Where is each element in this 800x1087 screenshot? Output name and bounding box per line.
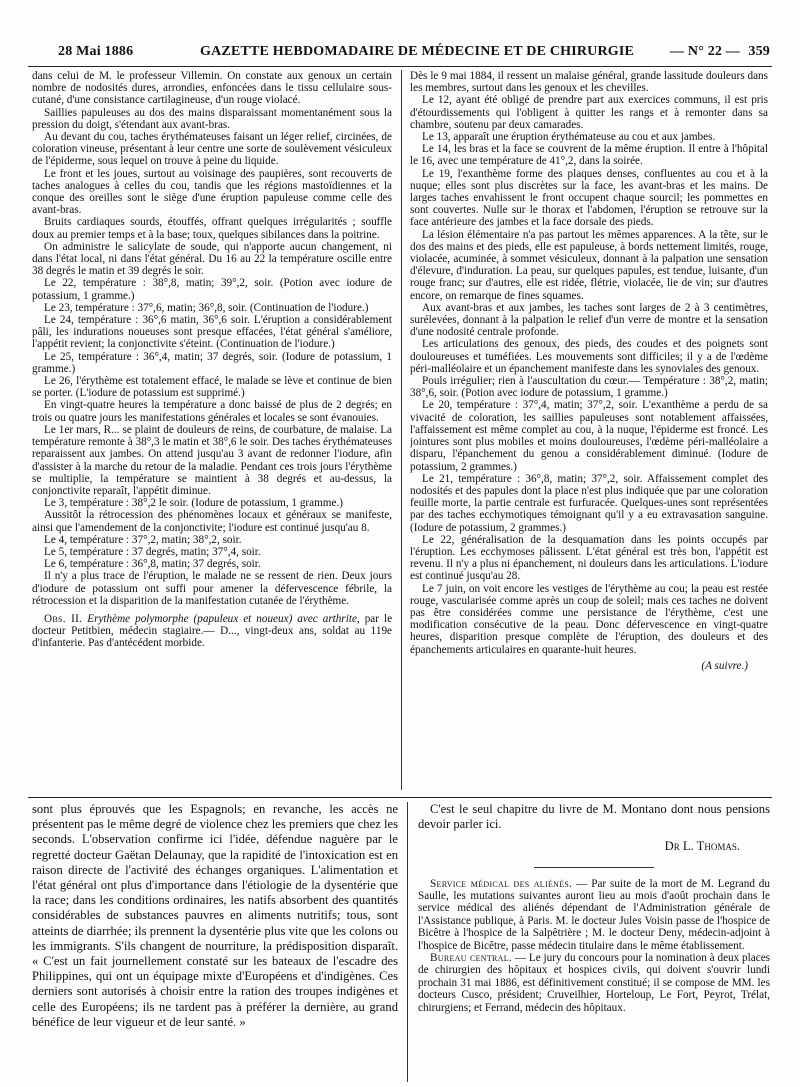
paragraph: Le front et les joues, surtout au voisinage des paupières, sont recouverts de taches analogues à celles du cou, tandis que les régions mastoïdiennes et la conque des oreilles sont le siège d'une éruption papuleuse comme celle des avant-bras. (32, 167, 392, 217)
paragraph: Le 23, température : 37°,6, matin; 36°,8, soir. (Continuation de l'iodure.) (44, 301, 369, 314)
paragraph: Le 26, l'érythème est totalement effacé, le malade se lève et continue de bien se porter. (L'iodure de potassium est supprimé.) (32, 375, 392, 400)
paragraph: Aussitôt la rétrocession des phénomènes locaux et généraux se manifeste, ainsi que l'amendement de la conjonctivite; l'iodure est continué jusqu'au 8. (32, 509, 392, 534)
paragraph: Le 22, généralisation de la desquamation dans les points occupés par l'éruption. Les ecchymoses pâlissent. L'état général est très bon, l'appétit est revenu. Il n'y a plus ni épanchement, ni douleurs dans les articulations. L'iodure est continué jusqu'au 28. (410, 533, 768, 583)
notice-bureau-central (418, 952, 770, 1014)
paragraph: Le 20, température : 37°,4, matin; 37°,2, soir. L'exanthème a perdu de sa vivacité de coloration, les saillies papuleuses sont notablement affaissées, l'affaissement est même complet au cou, à la nuque, l'épiderme est froncé. Les jointures sont plus mobiles et moins douloureuses, l'œdème péri-malléolaire a disparu, l'épanchement du genou a considérablement diminué. (Iodure de potassium, 2 grammes.) (410, 399, 768, 473)
paragraph: Le 22, température : 38°,8, matin; 39°,2, soir. (Potion avec iodure de potassium, 1 gramme.) (32, 277, 392, 302)
paragraph: Le 25, température : 36°,4, matin; 37 degrés, soir. (Iodure de potassium, 1 gramme.) (32, 350, 392, 375)
header-rule (28, 66, 772, 67)
paragraph: Saillies papuleuses au dos des mains disparaissant momentanément sous la pression du doigt, s'étendant aux avant-bras. (32, 106, 392, 131)
notice-label: Bureau central. (430, 952, 513, 965)
column-divider-bottom (407, 802, 408, 1082)
notice-text: — Par suite de la mort de M. Legrand du Saulle, les mutations suivantes auront lieu au mois d'août prochain dans le service médical des aliénés dépendant de l'Administration générale de l'Assistance publique, à Paris. M. le docteur Jules Voisin passe de l'hospice de Bicêtre à l'hospice de la Salpêtrière ; M. le docteur Deny, médecin-adjoint à l'hospice de Bicêtre, passe médecin titulaire dans le même établissement. (418, 877, 770, 952)
signature: Dr L. Thomas. (664, 839, 740, 854)
paragraph: sont plus éprouvés que les Espagnols; en revanche, les accès ne présentent pas le même degré de violence chez les premiers que chez les seconds. L'observation confirme ici l'idée, défendue naguère par le regretté docteur Gaëtan Delaunay, que la rapidité de l'intoxication est en raison directe de l'activité des échanges organiques. L'alimentation et l'état général ont plus d'importance dans l'étiologie de la dysentérie que la race; dans les conditions ordinaires, les natifs absorbent des quantités considérables de substances pauvres en aliments nutritifs; tous, sont atteints de diarrhée; ils prennent la dysentérie plus vite que les colons ou les immigrants. S'ils changent de nourriture, la prédisposition disparaît. « C'est un fait journellement constaté sur les bateaux de l'escadre des Philippines, qui ont un équipage mixte d'Européens et d'indigènes. Ces derniers sont autorisés à choisir entre la ration des troupes indigènes et celle des Européens; ils ne tardent pas à préférer la dernière, au grand bénéfice de leur vigueur et de leur santé. » (32, 802, 398, 1029)
observation-text: par le docteur Petitbien, médecin stagiaire.— D..., vingt-deux ans, soldat au 119e d'infanterie. Pas d'antécédent morbide. (32, 612, 392, 650)
paragraph: Le 24, température : 36°,6 matin, 36°,6 soir. L'éruption a considérablement pâli, les indurations noueuses sont presque effacées, l'état général s'améliore, l'appétit revient; la conjonctivite s'éteint. (Continuation de l'iodure.) (32, 314, 392, 351)
paragraph: Bruits cardiaques sourds, étouffés, offrant quelques irrégularités ; souffle doux au premier temps et à la base; toux, quelques sibilances dans la poitrine. (32, 216, 392, 241)
paragraph: Aux avant-bras et aux jambes, les taches sont larges de 2 à 3 centimètres, surélevées, donnant à la palpation le relief d'un verre de montre et la sensation d'une nodosité centrale profonde. (410, 301, 768, 339)
closing-paragraph: C'est le seul chapitre du livre de M. Montano dont nous pensions devoir parler ici. (418, 802, 770, 832)
paragraph: Le 7 juin, on voit encore les vestiges de l'érythème au cou; la peau est restée rouge, vascularisée comme après un coup de soleil; mais ces taches ne doivent pas être considérées comme une persistance de l'érythème, c'est une modification consécutive de la peau. Donc défervescence en vingt-quatre heures, disparition presque complète de l'éruption, des douleurs et des épanchements articulaires en quarante-huit heures. (410, 582, 768, 656)
paragraph: Les articulations des genoux, des pieds, des coudes et des poignets sont douloureuses et tuméfiées. Les mouvements sont difficiles; il y a de l'œdème péri-malléolaire et un épanchement manifeste dans les synoviales des genoux. (410, 338, 768, 375)
page-number: 359 (748, 44, 770, 59)
to-be-continued: (A suivre.) (701, 659, 748, 672)
issue-number: — N° 22 — (670, 44, 741, 59)
observation-paragraph (32, 613, 392, 650)
paragraph: Le 3, température : 38°,2 le soir. (Iodure de potassium, 1 gramme.) (44, 497, 343, 510)
paragraph: La lésion élémentaire n'a pas partout les mêmes apparences. A la tête, sur le dos des mains et des pieds, elle est papuleuse, à bords nettement limités, rouge, violacée, acuminée, à sommet vésiculeux, donnant à la palpation une sensation d'élevure, d'induration. La peau, sur quelques papules, est tendue, luisante, d'un rouge franc; sur d'autres, elle est ridée, flétrie, violacée, lie de vin; sur d'autres encore, on remarque de fines squames. (410, 228, 768, 302)
top-right-column (410, 70, 768, 795)
page-header (30, 40, 770, 66)
paragraph: Le 21, température : 36°,8, matin; 37°,2, soir. Affaissement complet des nodosités et des papules dont la place n'est plus indiquée que par une coloration feuille morte, la partie centrale est furfuracée. Quelques-unes sont représentées par des taches ecchymotiques témoignant qu'il y a eu extravasation sanguine. (Iodure de potassium, 2 grammes.) (410, 472, 768, 534)
notice-service-alienes (418, 878, 770, 952)
column-divider (401, 70, 402, 790)
issue-date: 28 Mai 1886 (58, 44, 134, 59)
paragraph: Le 12, ayant été obligé de prendre part aux exercices communs, il est pris d'étourdissements qui l'obligent à quitter les rangs et à remonter dans sa chambre, soutenu par deux camarades. (410, 94, 768, 131)
paragraph: Le 19, l'exanthème forme des plaques denses, confluentes au cou et à la nuque; elles sont plus discrètes sur la face, les avant-bras et les mains. De larges taches envahissent le front occupent chaque sourcil; les pommettes en sont couvertes. Nulle sur le thorax et l'abdomen, l'éruption se retrouve sur la face antérieure des jambes et la face dorsale des pieds. (410, 167, 768, 229)
paragraph: Il n'y a plus trace de l'éruption, le malade ne se ressent de rien. Deux jours d'iodure de potassium ont suffi pour amener la défervescence fébrile, la rétrocession et la disparition de la manifestation cutanée de l'érythème. (32, 570, 392, 607)
paragraph: Le 5, température : 37 degrés, matin; 37°,4, soir. (44, 545, 261, 558)
paragraph: Le 14, les bras et la face se couvrent de la même éruption. Il entre à l'hôpital le 16, avec une température de 41°,2, dans la soirée. (410, 143, 768, 168)
section-rule (28, 797, 772, 798)
observation-title: Erythème polymorphe (papuleux et noueux) avec arthrite, (87, 612, 360, 625)
paragraph: En vingt-quatre heures la température a donc baissé de plus de 2 degrés; en trois ou quatre jours les manifestations générales et locales se sont évanouies. (32, 399, 392, 424)
paragraph: On administre le salicylate de soude, qui n'apporte aucun changement, ni dans l'état local, ni dans l'état général. Du 16 au 22 la température oscille entre 38 degrés le matin et 39 degrés le soir. (32, 240, 392, 278)
journal-title: GAZETTE HEBDOMADAIRE DE MÉDECINE ET DE CHIRURGIE (200, 44, 635, 59)
paragraph: dans celui de M. le professeur Villemin. On constate aux genoux un certain nombre de nodosités dures, arrondies, enfoncées dans le tissu cellulaire sous-cutané, d'une consistance cartilagineuse, d'un rouge violacé. (32, 70, 392, 107)
paragraph: Pouls irrégulier; rien à l'auscultation du cœur.— Température : 38°,2, matin; 38°,6, soir. (Potion avec iodure de potassium, 1 gramme.) (410, 375, 768, 400)
notice-text: — Le jury du concours pour la nomination à deux places de chirurgien des hôpitaux et hospices civils, qui doivent s'ouvrir lundi prochain 31 mai 1886, est définitivement constitué; il se compose de MM. les docteurs Cusco, président; Cruveilhier, Horteloup, Le Fort, Peyrot, Trélat, chirurgiens; et Ferrand, médecin des hôpitaux. (418, 952, 770, 1014)
notice-label: Service médical des aliénés. (430, 877, 573, 890)
observation-label: Obs. II. (44, 612, 83, 625)
paragraph: Le 13, apparaît une éruption érythémateuse au cou et aux jambes. (422, 131, 716, 144)
paragraph: Dès le 9 mai 1884, il ressent un malaise général, grande lassitude douleurs dans les membres, surtout dans les genoux et les chevilles. (410, 70, 768, 95)
bottom-left-column (32, 802, 398, 1077)
bottom-right-column (418, 802, 770, 1082)
paragraph: Au devant du cou, taches érythémateuses faisant un léger relief, circinées, de coloration vineuse, présentant à leur centre une sorte de soulèvement vésiculeux de l'épiderme, sous lequel on trouve à peine du liquide. (32, 131, 392, 168)
paragraph: Le 1er mars, R... se plaint de douleurs de reins, de courbature, de malaise. La température remonte à 38°,3 le matin et 38°,6 le soir. Des taches érythémateuses reparaissent aux jambes. On attend jusqu'au 3 avant de redonner l'iodure, afin d'assister à la marche du retour de la maladie. Pendant ces trois jours l'érythème se multiplie, la température se maintient à 38 degrés et au-dessus, la conjonctivite reparaît, l'appétit diminue. (32, 423, 392, 497)
top-left-column (32, 70, 392, 795)
separator-rule (534, 867, 654, 868)
paragraph: Le 4, température : 37°,2, matin; 38°,2, soir. (44, 533, 242, 546)
paragraph: Le 6, température : 36°,8, matin; 37 degrés, soir. (44, 558, 261, 571)
